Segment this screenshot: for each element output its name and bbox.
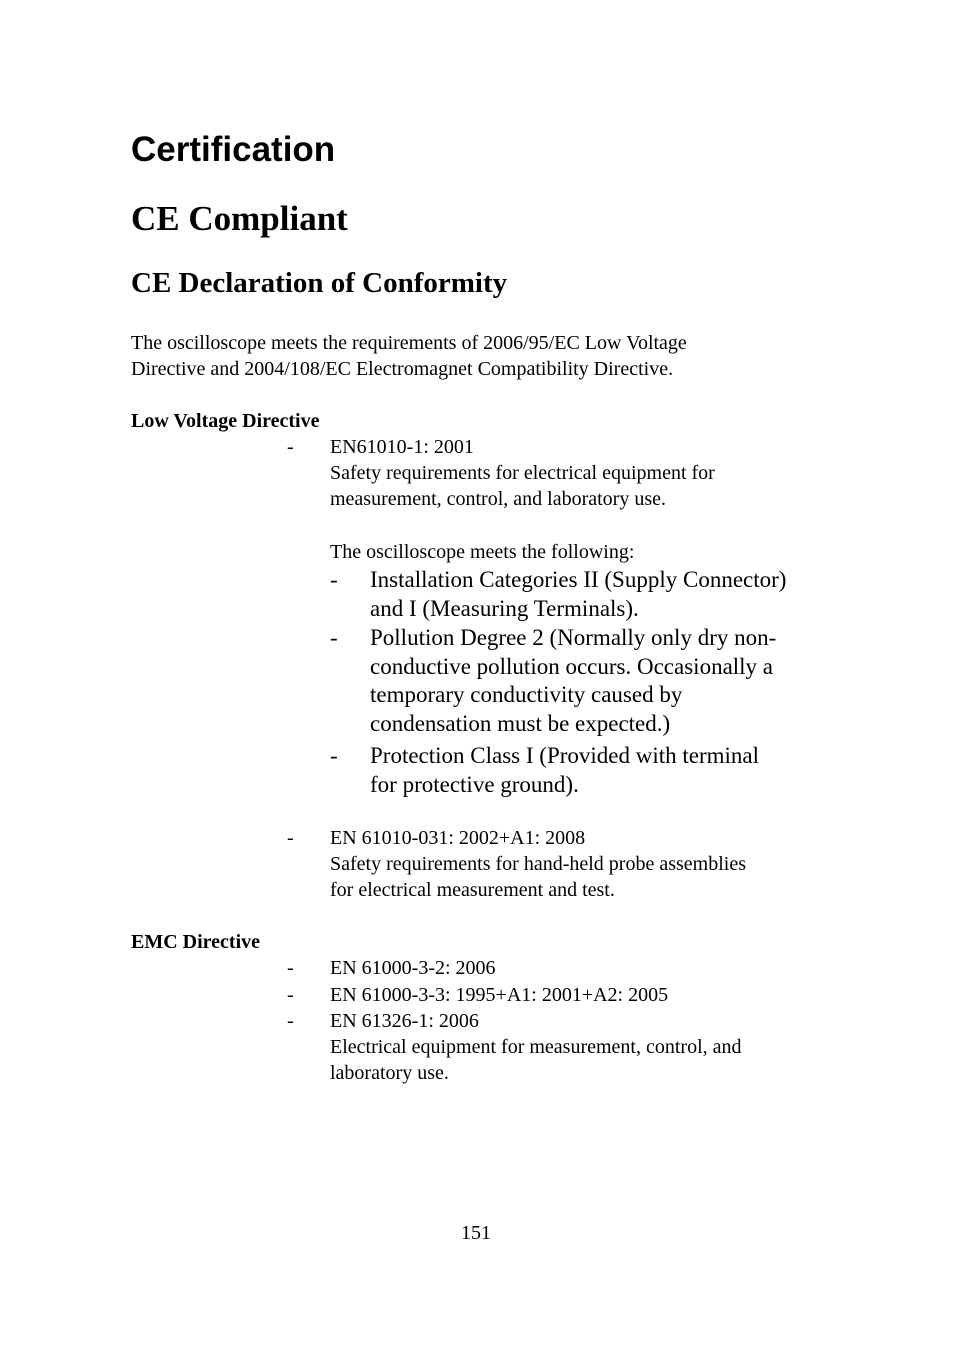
lvd-item-bullet: - bbox=[330, 625, 338, 650]
lvd-item-bullet: - bbox=[330, 743, 338, 768]
intro-line-2: Directive and 2004/108/EC Electromagnet Compatibility Directive. bbox=[131, 358, 674, 380]
lvd-bullet-1: - bbox=[287, 436, 294, 458]
lvd-meets-following: The oscilloscope meets the following: bbox=[330, 541, 635, 563]
page-number: 151 bbox=[461, 1222, 491, 1244]
emc-std3-name: EN 61326-1: 2006 bbox=[330, 1010, 479, 1032]
lvd-item-2-line-2: conductive pollution occurs. Occasionally a bbox=[370, 654, 774, 679]
page-title: Certification bbox=[131, 130, 336, 169]
emc-bullet-3: - bbox=[287, 1010, 294, 1032]
lvd-bullet-2: - bbox=[287, 827, 294, 849]
lvd-item-3-line-1: Protection Class I (Provided with terminal bbox=[370, 743, 760, 768]
lvd-item-bullet: - bbox=[330, 567, 338, 592]
emc-std1: EN 61000-3-2: 2006 bbox=[330, 957, 496, 979]
lvd-item-3-line-2: for protective ground). bbox=[370, 772, 579, 797]
lvd-std2-desc-2: for electrical measurement and test. bbox=[330, 879, 615, 901]
section-title: CE Compliant bbox=[131, 199, 348, 238]
emc-heading: EMC Directive bbox=[131, 931, 261, 953]
emc-bullet-1: - bbox=[287, 957, 294, 979]
lvd-std2-desc-1: Safety requirements for hand-held probe assemblies bbox=[330, 853, 746, 875]
emc-std2: EN 61000-3-3: 1995+A1: 2001+A2: 2005 bbox=[330, 984, 669, 1006]
lvd-item-1-line-1: Installation Categories II (Supply Connector) bbox=[370, 567, 787, 592]
emc-std3-desc-2: laboratory use. bbox=[330, 1062, 449, 1084]
lvd-item-2-line-1: Pollution Degree 2 (Normally only dry non- bbox=[370, 625, 777, 650]
subsection-title: CE Declaration of Conformity bbox=[131, 267, 508, 299]
emc-bullet-2: - bbox=[287, 984, 294, 1006]
lvd-item-2-line-4: condensation must be expected.) bbox=[370, 711, 671, 736]
intro-line-1: The oscilloscope meets the requirements of 2006/95/EC Low Voltage bbox=[131, 332, 687, 354]
emc-std3-desc-1: Electrical equipment for measurement, control, and bbox=[330, 1036, 742, 1058]
lvd-item-1-line-2: and I (Measuring Terminals). bbox=[370, 596, 639, 621]
lvd-std1-name: EN61010-1: 2001 bbox=[330, 436, 474, 458]
lvd-std1-desc-1: Safety requirements for electrical equipment for bbox=[330, 462, 715, 484]
lvd-item-2-line-3: temporary conductivity caused by bbox=[370, 682, 683, 707]
lvd-std2-name: EN 61010-031: 2002+A1: 2008 bbox=[330, 827, 586, 849]
lvd-std1-desc-2: measurement, control, and laboratory use. bbox=[330, 488, 666, 510]
lvd-heading: Low Voltage Directive bbox=[131, 410, 320, 432]
